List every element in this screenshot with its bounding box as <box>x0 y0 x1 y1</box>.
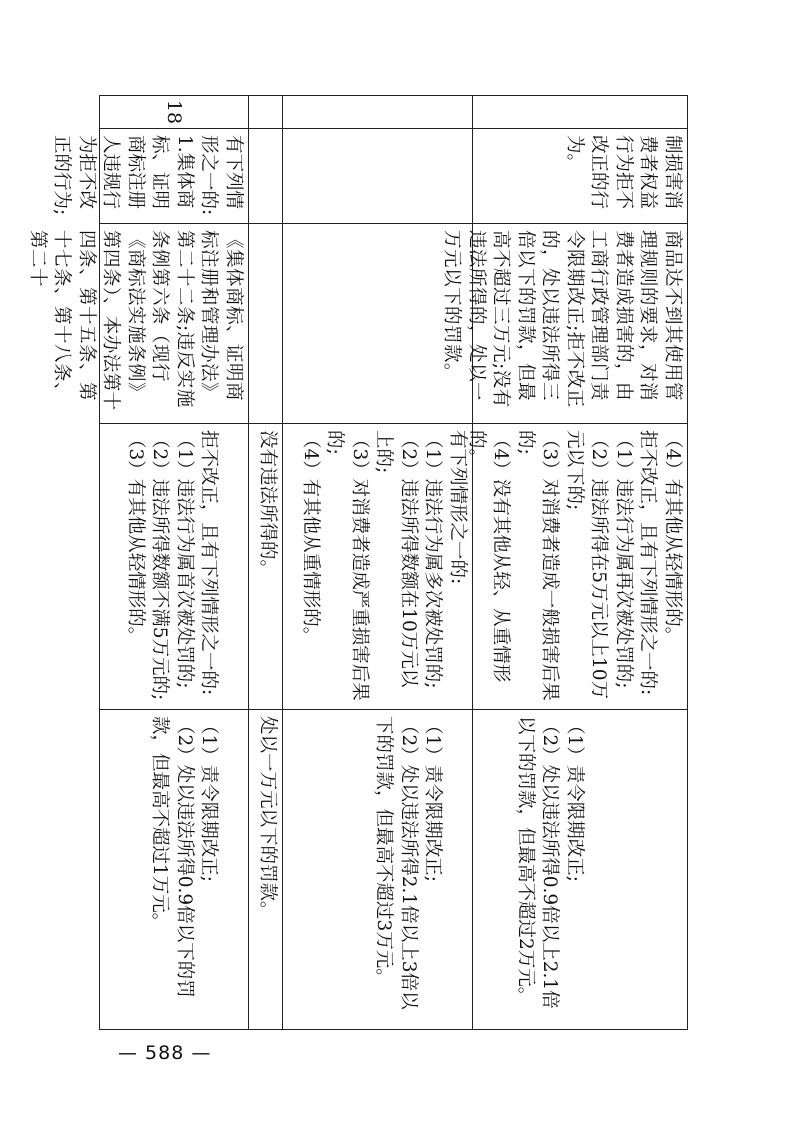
penalty-standard: （1）责令限期改正; （2）处以违法所得0.9倍以下的罚款，但最高不超过1万元。 <box>100 709 248 1029</box>
violation-circumstances: 没有违法所得的。 <box>249 423 282 709</box>
violation-description <box>283 128 472 223</box>
table-row <box>282 96 472 1029</box>
page-number: — 588 — <box>118 1042 212 1064</box>
penalty-standard: （1）责令限期改正; （2）处以违法所得2.1倍以上3倍以下的罚款，但最高不超过3万元。 <box>283 709 472 1029</box>
penalty-standard: （1）责令限期改正; （2）处以违法所得0.9倍以上2.1倍以下的罚款，但最高不超过2万元。 <box>473 709 687 1029</box>
legal-basis <box>249 223 282 423</box>
violation-circumstances: 有下列情形之一的: （1）违法行为属多次被处罚的; （2）违法所得数额在10万元以上的; （3）对消费者造成严重损害后果的; （4）有其他从重情形的。 <box>283 423 472 709</box>
table-row <box>27 96 248 1029</box>
legal-basis: 商品达不到其使用管理规则的要求，对消费者造成损害的，由工商行政管理部门责令限期改正;拒不改正的，处以违法所得三倍以下的罚款，但最高不超过三万元;没有违法所得的，处以一万元以下的罚款。 <box>473 223 687 423</box>
penalty-standard: 处以一万元以下的罚款。 <box>249 709 282 1029</box>
row-number: 18 <box>163 99 186 125</box>
table-row <box>441 96 687 1029</box>
legal-basis <box>283 223 472 423</box>
rotated-page-content <box>27 95 688 1030</box>
violation-circumstances: 拒不改正，且有下列情形之一的: （1）违法行为属首次被处罚的; （2）违法所得数额不满5万元的; （3）有其他从轻情形的。 <box>100 423 248 709</box>
row-number <box>249 96 282 128</box>
violation-description <box>249 128 282 223</box>
table-row <box>248 96 282 1029</box>
row-number <box>473 96 687 128</box>
penalty-standard-table <box>27 95 688 1030</box>
violation-description: 制损害消费者权益行为拒不改正的行为。 <box>473 128 687 223</box>
row-number <box>283 96 472 128</box>
violation-circumstances: （4）有其他从轻情形的。 拒不改正，且有下列情形之一的: （1）违法行为属再次被处罚的; （2）违法所得在5万元以上10万元以下的; （3）对消费者造成一般损害后果的; （4）没有其他从轻、从重情形的。 <box>473 423 687 709</box>
violation-description: 有下列情形之一的: 1.集体商标、证明商标注册人违规行为拒不改正的行为; <box>100 128 248 223</box>
legal-basis: 《集体商标、证明商标注册和管理办法》第二十二条;违反实施条例第六条（现行《商标法实施条例》第四条）、本办法第十四条、第十五条、第十七条、第十八条、第二十 <box>100 223 248 423</box>
